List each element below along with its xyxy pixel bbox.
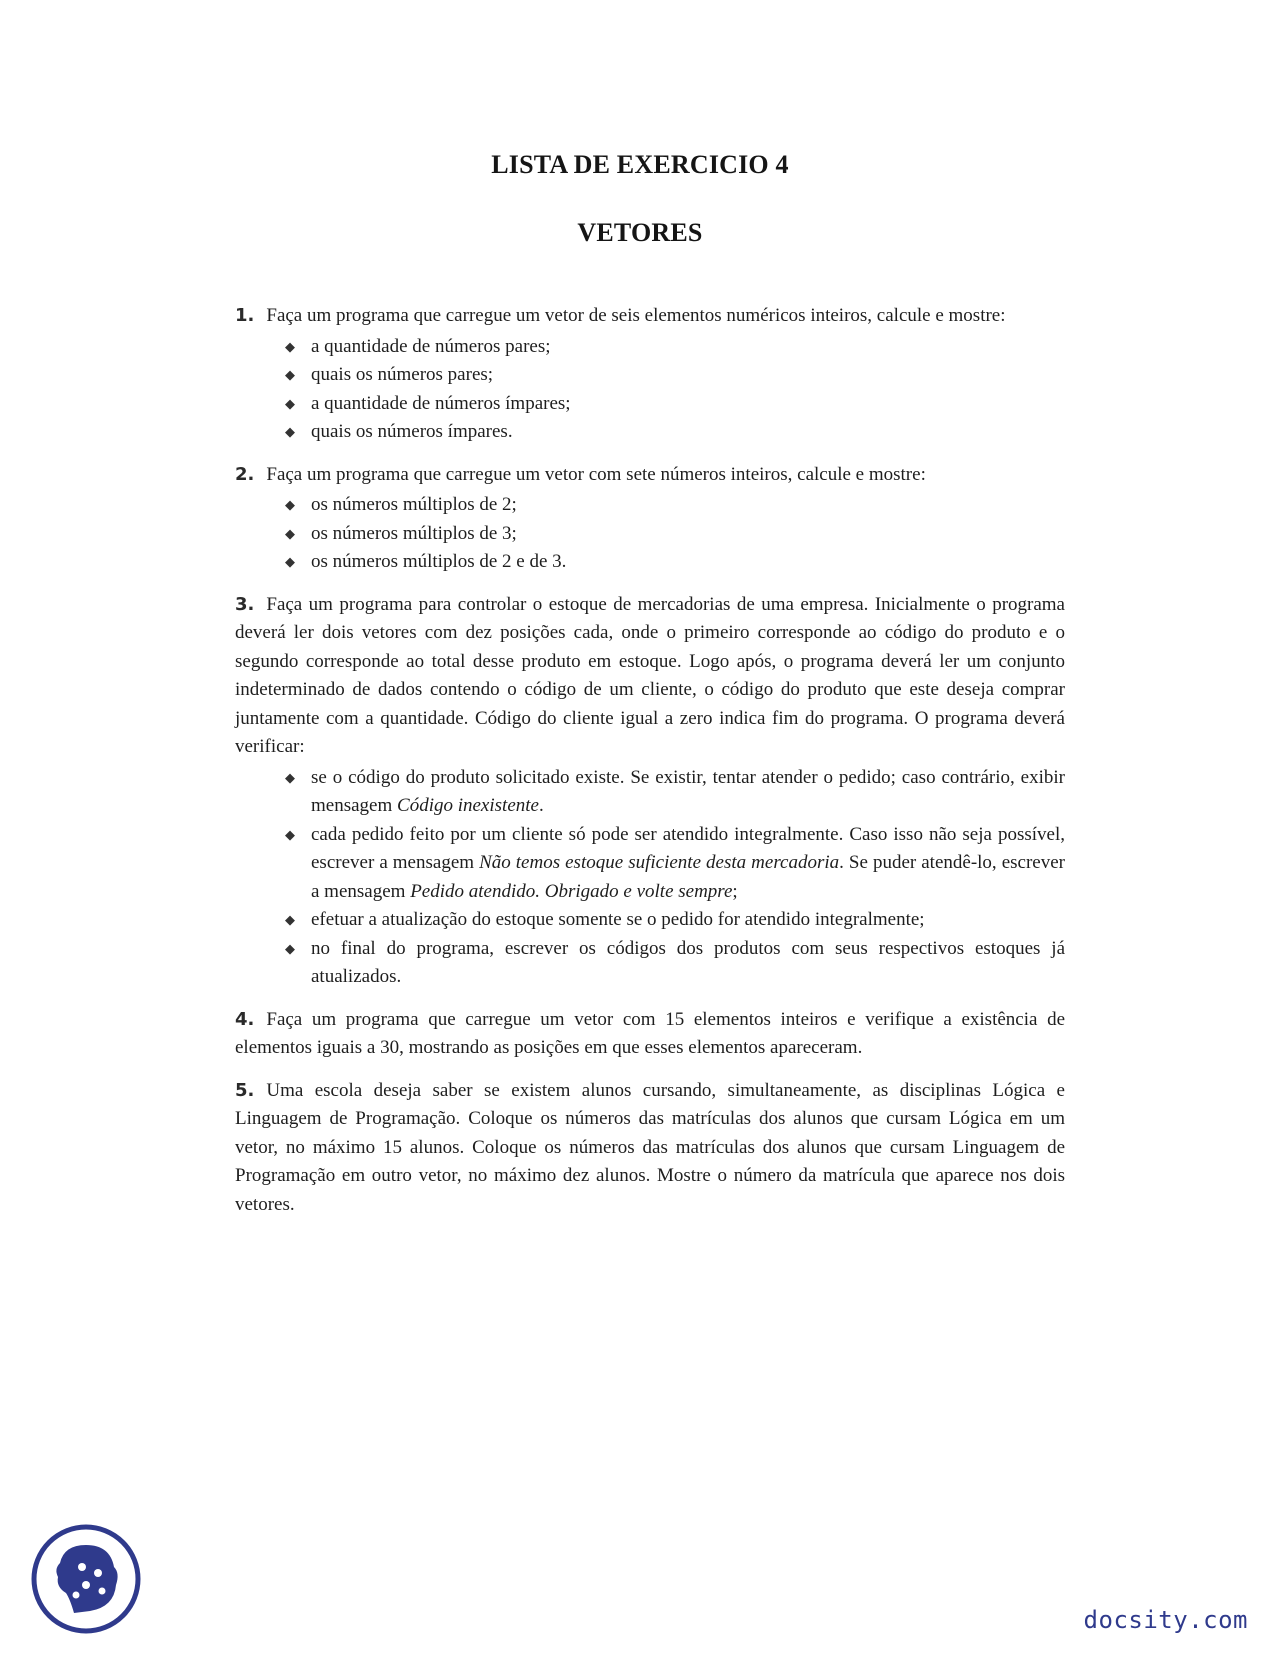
exercise-3 [235, 591, 1065, 992]
docsity-logo-svg [30, 1523, 142, 1635]
diamond-bullet-icon: ◆ [285, 424, 295, 439]
exercise-number: 3. [235, 593, 255, 615]
italic-message: Pedido atendido. Obrigado e volte sempre [410, 880, 733, 902]
list-item-text: no final do programa, escrever os códigos dos produtos com seus respectivos estoques já atualizados. [311, 937, 1065, 987]
list-item-text: ; [732, 880, 738, 902]
list-item [283, 935, 1065, 992]
exercise-number: 1. [235, 305, 255, 326]
list-item-text: quais os números ímpares. [311, 421, 513, 442]
diamond-bullet-icon: ◆ [285, 940, 295, 956]
docsity-watermark[interactable]: docsity.com [1083, 1606, 1248, 1634]
document-title: LISTA DE EXERCICIO 4 [491, 150, 789, 179]
exercise-2 [235, 461, 1065, 577]
list-item-text: cada pedido feito por um cliente só pode ser atendido integralmente. Caso isso não seja possível, escrever a mensagem [311, 823, 1065, 873]
bullet-list [235, 764, 1065, 992]
exercise-text: Faça um programa que carregue um vetor com 15 elementos inteiros e verifique a existência de elementos iguais a 30, mostrando as posições em que esses elementos apareceram. [235, 1008, 1065, 1058]
list-item-text: se o código do produto solicitado existe. Se existir, tentar atender o pedido; caso contrário, exibir mensagem [311, 766, 1065, 816]
list-item [283, 548, 1065, 577]
diamond-bullet-icon: ◆ [285, 338, 295, 354]
docsity-logo-icon[interactable] [30, 1523, 142, 1635]
exercise-list [235, 302, 1065, 1233]
diamond-bullet-icon: ◆ [285, 912, 295, 927]
list-item-text: . [538, 795, 544, 816]
list-item [283, 821, 1065, 907]
list-item-text: os números múltiplos de 2; [311, 494, 517, 515]
list-item [283, 361, 1065, 390]
exercise-text: Uma escola deseja saber se existem alunos cursando, simultaneamente, as disciplinas Lógica e Linguagem de Programação. Coloque os números das matrículas dos alunos que cursam Lógica em um vetor, no máximo 15 alunos. Coloque os números das matrículas dos alunos que cursam Linguagem de Programação em outro vetor, no máximo dez alunos. Mostre o número da matrícula que aparece nos dois vetores. [235, 1079, 1065, 1215]
exercise-4 [235, 1006, 1065, 1063]
list-item-text: . Se puder atendê-lo, escrever a mensagem [311, 852, 1065, 902]
document-subtitle: VETORES [577, 218, 703, 247]
exercise-text: Faça um programa para controlar o estoque de mercadorias de uma empresa. Inicialmente o programa deverá ler dois vetores com dez posições cada, onde o primeiro corresponde ao código do produto e o segundo corresponde ao total desse produto em estoque. Logo após, o programa deverá ler um conjunto indeterminado de dados contendo o código de um cliente, o código do produto que este deseja comprar juntamente com a quantidade. Código do cliente igual a zero indica fim do programa. O programa deverá verificar: [235, 593, 1065, 757]
exercise-number: 2. [235, 463, 255, 485]
list-item [283, 906, 1065, 935]
list-item [283, 418, 1065, 447]
list-item [283, 333, 1065, 362]
exercise-number: 4. [235, 1008, 255, 1030]
diamond-bullet-icon: ◆ [285, 395, 295, 411]
exercise-text: Faça um programa que carregue um vetor com sete números inteiros, calcule e mostre: [266, 463, 926, 485]
list-item-text: a quantidade de números ímpares; [311, 392, 571, 414]
list-item [283, 491, 1065, 520]
list-item [283, 390, 1065, 419]
diamond-bullet-icon: ◆ [285, 554, 295, 569]
list-item-text: a quantidade de números pares; [311, 335, 551, 357]
diamond-bullet-icon: ◆ [285, 497, 295, 512]
diamond-bullet-icon: ◆ [285, 826, 295, 842]
list-item-text: quais os números pares; [311, 364, 494, 385]
exercise-text: Faça um programa que carregue um vetor de seis elementos numéricos inteiros, calcule e mostre: [266, 305, 1006, 326]
list-item-text: efetuar a atualização do estoque somente se o pedido for atendido integralmente; [311, 909, 925, 930]
list-item-text: os números múltiplos de 3; [311, 522, 517, 544]
italic-message: Código inexistente [397, 795, 539, 816]
exercise-1 [235, 302, 1065, 447]
exercise-number: 5. [235, 1079, 255, 1101]
exercise-5 [235, 1077, 1065, 1220]
list-item [283, 520, 1065, 549]
bullet-list [235, 491, 1065, 577]
list-item [283, 764, 1065, 821]
diamond-bullet-icon: ◆ [285, 769, 295, 785]
bullet-list [235, 333, 1065, 447]
diamond-bullet-icon: ◆ [285, 367, 295, 382]
list-item-text: os números múltiplos de 2 e de 3. [311, 551, 567, 572]
italic-message: Não temos estoque suficiente desta mercadoria [479, 852, 840, 873]
diamond-bullet-icon: ◆ [285, 525, 295, 541]
